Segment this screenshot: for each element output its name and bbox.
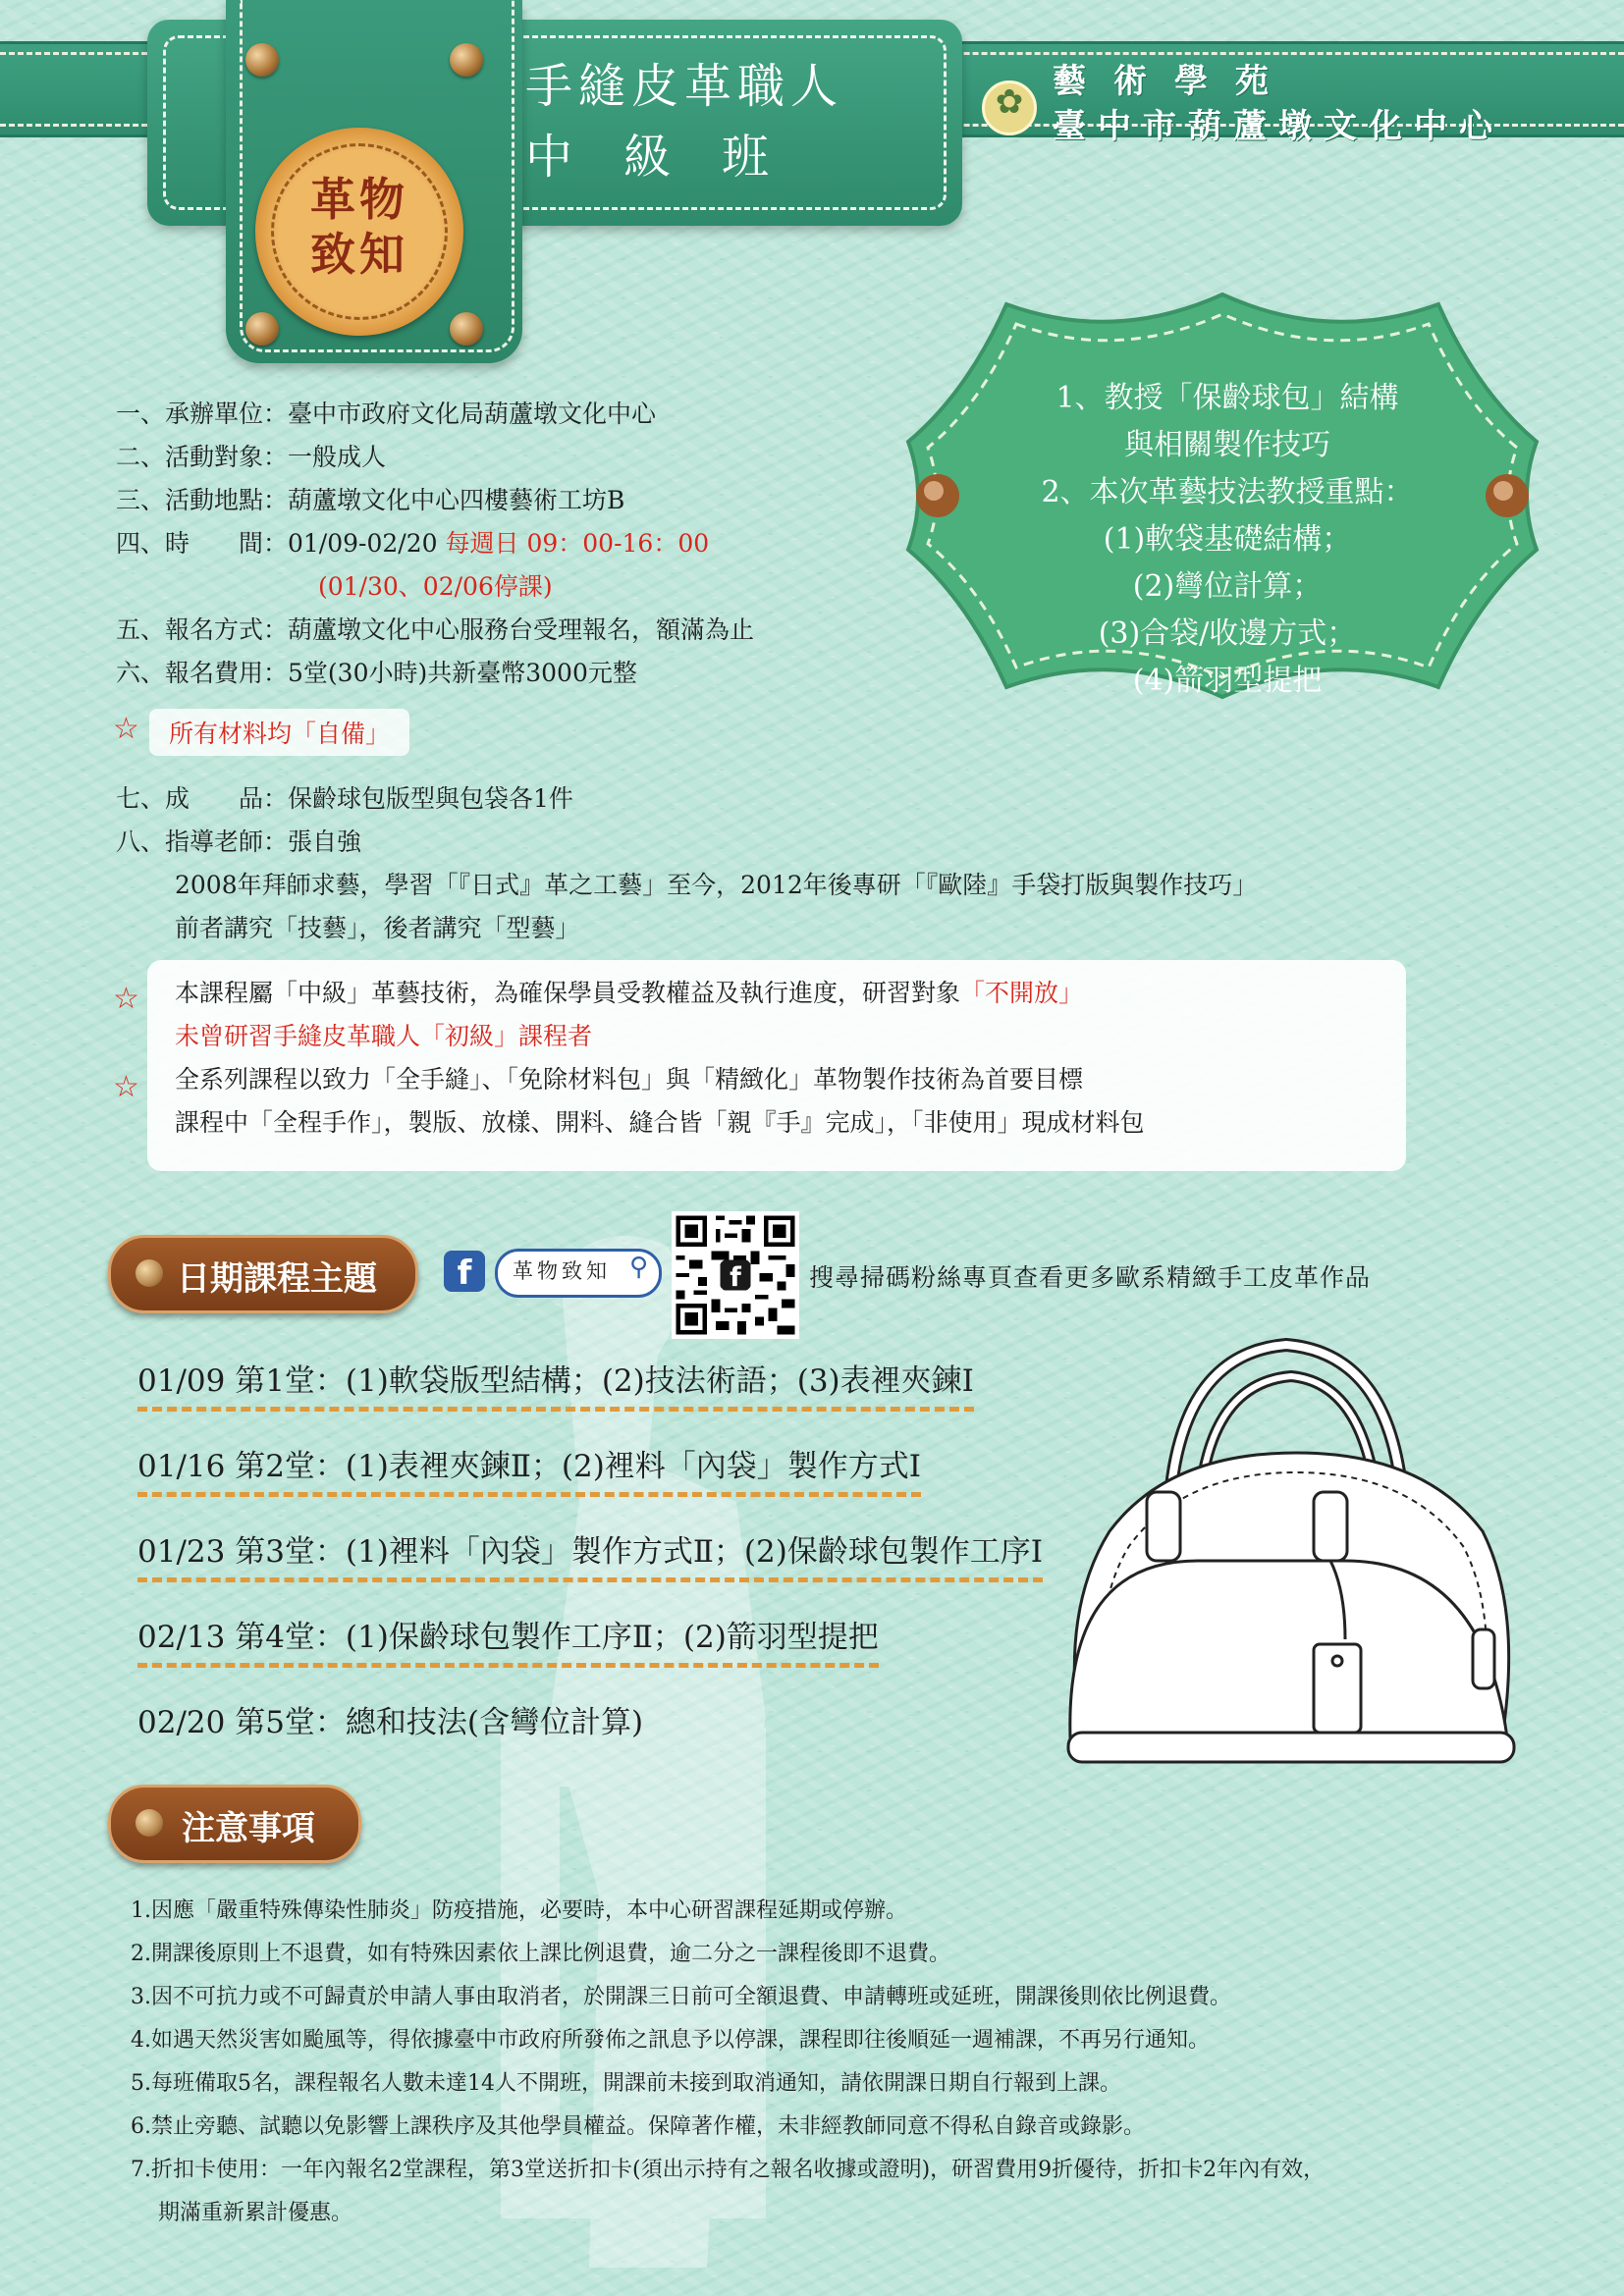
highlight-line: (4)箭羽型提把	[1132, 664, 1323, 698]
info-organizer: 一、承辦單位：臺中市政府文化局葫蘆墩文化中心	[116, 400, 657, 428]
info-time	[116, 522, 941, 565]
teacher-bio-line: 前者講究「技藝」，後者講究「型藝」	[175, 914, 580, 942]
rule-item: 7.折扣卡使用：一年內報名2堂課程，第3堂送折扣卡(須出示持有之報名收據或證明)，研習費用9折優待，折扣卡2年內有效，	[131, 2158, 1326, 2182]
rivet-icon	[245, 43, 279, 77]
info-teacher: 八、指導老師：張自強	[116, 828, 362, 856]
star-icon: ☆	[113, 712, 139, 746]
highlights-text	[952, 375, 1502, 705]
notice-text	[175, 972, 1392, 1145]
qr-code[interactable]	[672, 1211, 799, 1339]
schedule-item: 01/09 第1堂：(1)軟袋版型結構；(2)技法術語；(3)表裡夾鍊Ⅰ	[137, 1360, 974, 1412]
title-line-1: 手縫皮革職人	[525, 59, 844, 114]
svg-text:f: f	[730, 1262, 741, 1294]
org-program-name: 藝術學苑	[1053, 62, 1296, 101]
info-audience: 二、活動對象：一般成人	[116, 443, 387, 471]
org-center-name: 臺中市葫蘆墩文化中心	[1053, 107, 1504, 146]
search-icon: ⚲	[629, 1253, 649, 1282]
rule-item: 6.禁止旁聽、試聽以免影響上課秩序及其他學員權益。保障著作權，未非經教師同意不得私自錄音或錄影。	[131, 2114, 1145, 2139]
course-info-2	[116, 777, 1490, 950]
highlight-line: 與相關製作技巧	[1124, 428, 1330, 462]
notice-emphasis: 「不開放」	[960, 979, 1084, 1007]
notice-line	[175, 972, 1392, 1015]
info-fee: 六、報名費用：5堂(30小時)共新臺幣3000元整	[116, 659, 637, 687]
materials-note: 所有材料均「自備」	[149, 709, 409, 756]
notice-line-text: 本課程屬「中級」革藝技術，為確保學員受教權益及執行進度，研習對象	[175, 979, 961, 1007]
facebook-icon[interactable]: f	[444, 1251, 485, 1292]
teacher-bio-line: 2008年拜師求藝，學習「『日式』革之工藝」至今，2012年後專研「『歐陸』手袋打版與製作技巧」	[175, 871, 1258, 899]
rule-item: 3.因不可抗力或不可歸責於申請人事由取消者，於開課三日前可全額退費、申請轉班或延班，開課後則依比例退費。	[131, 1985, 1231, 2009]
bullet-icon	[135, 1809, 163, 1837]
organization-name	[1053, 59, 1504, 149]
rules-header-label: 注意事項	[182, 1809, 315, 1848]
brand-seal-text: 革物致知	[310, 173, 408, 281]
bullet-icon	[135, 1259, 163, 1287]
schedule-list	[137, 1360, 1043, 1782]
star-icon: ☆	[113, 982, 139, 1016]
star-icon: ☆	[113, 1070, 139, 1104]
info-product: 七、成 品：保齡球包版型與包袋各1件	[116, 784, 573, 813]
notice-line: 未曾研習手縫皮革職人「初級」課程者	[175, 1022, 593, 1050]
title-line-2: 中級班	[525, 130, 821, 185]
info-location: 三、活動地點：葫蘆墩文化中心四樓藝術工坊B	[116, 486, 625, 514]
highlight-line: (3)合袋/收邊方式；	[1098, 616, 1357, 651]
page-title	[525, 51, 918, 192]
schedule-item: 02/20 第5堂：總和技法(含彎位計算)	[137, 1705, 644, 1740]
highlight-line: 2、本次革藝技法教授重點：	[1041, 475, 1414, 509]
org-logo-glyph-icon: ✿	[995, 82, 1024, 122]
rule-item: 2.開課後原則上不退費，如有特殊因素依上課比例退費，逾二分之一課程後即不退費。	[131, 1942, 950, 1966]
schedule-item: 01/16 第2堂：(1)表裡夾鍊Ⅱ；(2)裡料「內袋」製作方式Ⅰ	[137, 1445, 921, 1497]
info-registration: 五、報名方式：葫蘆墩文化中心服務台受理報名，額滿為止	[116, 615, 755, 644]
notice-line: 課程中「全程手作」，製版、放樣、開料、縫合皆「親『手』完成」，「非使用」現成材料包	[175, 1108, 1145, 1137]
rivet-icon	[450, 43, 483, 77]
highlight-line: (1)軟袋基礎結構；	[1103, 522, 1352, 557]
info-time-note: (01/30、02/06停課)	[318, 572, 553, 601]
fan-page-search-text: 革物致知	[513, 1259, 611, 1283]
course-info	[116, 393, 941, 695]
rivet-icon	[245, 312, 279, 346]
rule-item: 5.每班備取5名，課程報名人數未達14人不開班，開課前未接到取消通知，請依開課日期自行報到上課。	[131, 2071, 1121, 2096]
rule-item: 4.如遇天然災害如颱風等，得依據臺中市政府所發佈之訊息予以停課，課程即往後順延一週補課，不再另行通知。	[131, 2028, 1210, 2053]
rule-item: 1.因應「嚴重特殊傳染性肺炎」防疫措施，必要時，本中心研習課程延期或停辦。	[131, 1898, 907, 1923]
rules-list	[131, 1890, 1554, 2235]
info-time-dates: 四、時 間：01/09-02/20	[116, 529, 446, 558]
highlight-line: (2)彎位計算；	[1132, 569, 1323, 604]
schedule-item: 02/13 第4堂：(1)保齡球包製作工序Ⅱ；(2)箭羽型提把	[137, 1616, 879, 1668]
rule-item-continued: 期滿重新累計優惠。	[158, 2201, 353, 2225]
bowling-bag-illustration	[1051, 1315, 1532, 1787]
info-time-hours: 每週日 09：00-16：00	[445, 529, 710, 558]
rivet-icon	[450, 312, 483, 346]
qr-caption: 搜尋掃碼粉絲專頁查看更多歐系精緻手工皮革作品	[809, 1263, 1372, 1292]
notice-line: 全系列課程以致力「全手縫」、「免除材料包」與「精緻化」革物製作技術為首要目標	[175, 1065, 1084, 1094]
schedule-item: 01/23 第3堂：(1)裡料「內袋」製作方式Ⅱ；(2)保齡球包製作工序Ⅰ	[137, 1530, 1043, 1582]
schedule-header-label: 日期課程主題	[177, 1259, 377, 1299]
highlight-line: 1、教授「保齡球包」結構	[1056, 381, 1399, 415]
